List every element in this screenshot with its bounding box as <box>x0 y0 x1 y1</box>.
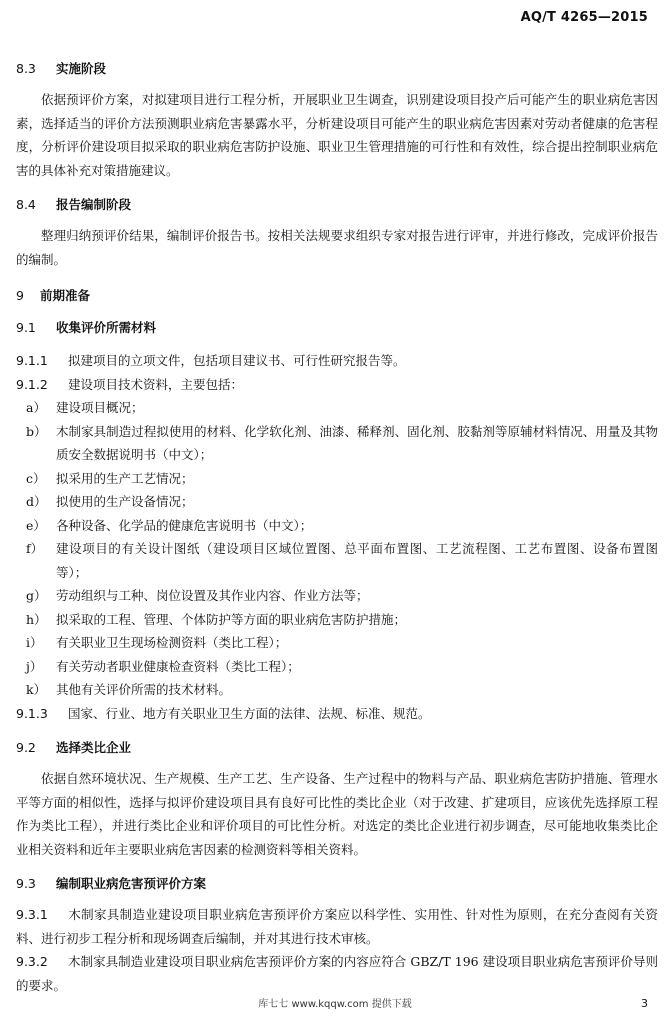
section-number: 9.1 <box>16 320 36 335</box>
section-8-4-heading <box>16 196 658 214</box>
list-text: 建设项目概况； <box>56 400 144 415</box>
list-text: 木制家具制造过程拟使用的材料、化学软化剂、油漆、稀释剂、固化剂、胶黏剂等原辅材料情况、用量及其物质安全数据说明书（中文）； <box>56 423 658 462</box>
section-9-3-heading <box>16 875 658 893</box>
list-label: h） <box>26 611 47 627</box>
list-item <box>16 631 658 655</box>
section-title: 收集评价所需材料 <box>56 320 157 335</box>
section-8-4-paragraph: 整理归纳预评价结果，编制评价报告书。按相关法规要求组织专家对报告进行评审，并进行修改，完成评价报告的编制。 <box>16 228 658 267</box>
list-item <box>16 490 658 514</box>
clause-9-3-1 <box>16 903 658 950</box>
clause-number: 9.3.2 <box>16 954 48 969</box>
clause-text: 建设项目技术资料，主要包括： <box>68 376 244 392</box>
list-label: j） <box>26 658 43 674</box>
standard-code: AQ/T 4265—2015 <box>520 10 648 25</box>
clause-text: 拟建项目的立项文件，包括项目建议书、可行性研究报告等。 <box>68 353 406 368</box>
list-label: c） <box>26 470 46 486</box>
section-number: 8.3 <box>16 61 36 76</box>
list-item <box>16 420 658 467</box>
clause-number: 9.1.2 <box>16 376 48 392</box>
clause-9-1-2 <box>16 373 658 397</box>
clause-text: 国家、行业、地方有关职业卫生方面的法律、法规、标准、规范。 <box>68 705 431 721</box>
list-label: f） <box>26 541 44 556</box>
chapter-title: 前期准备 <box>40 288 91 303</box>
list-label: g） <box>26 588 47 603</box>
list-text: 其他有关评价所需的技术材料。 <box>56 682 232 697</box>
list-item <box>16 514 658 538</box>
section-number: 8.4 <box>16 197 36 212</box>
materials-list <box>16 396 658 702</box>
list-item <box>16 655 658 679</box>
section-number: 9.2 <box>16 740 36 755</box>
section-number: 9.3 <box>16 876 36 891</box>
section-title: 实施阶段 <box>56 61 107 76</box>
clause-9-1-1 <box>16 349 658 373</box>
clause-number: 9.1.3 <box>16 705 48 721</box>
list-text: 拟采取的工程、管理、个体防护等方面的职业病危害防护措施； <box>56 611 407 627</box>
section-9-1-heading <box>16 319 658 337</box>
chapter-9-heading <box>16 287 658 305</box>
list-label: a） <box>26 400 46 415</box>
clause-text: 木制家具制造业建设项目职业病危害预评价方案应以科学性、实用性、针对性为原则，在充分查阅有关资料、进行初步工程分析和现场调查后编制，并对其进行技术审核。 <box>16 907 658 946</box>
list-item <box>16 608 658 632</box>
section-title: 编制职业病危害预评价方案 <box>56 876 207 891</box>
clause-9-3-2 <box>16 950 658 997</box>
section-9-2-paragraph: 依据自然环境状况、生产规模、生产工艺、生产设备、生产过程中的物料与产品、职业病危害防护措施、管理水平等方面的相似性，选择与拟评价建设项目具有良好可比性的类比企业（对于改建、扩建项目，应该优先选择原工程作为类比工程），并进行类比企业和评价项目的可比性分析。对选定的类比企业进行初步调查，尽可能地收集类比企业相关资料和近年主要职业病危害因素的检测资料等相关资料。 <box>16 771 658 857</box>
section-title: 报告编制阶段 <box>56 197 132 212</box>
list-item <box>16 678 658 702</box>
section-8-3-paragraph: 依据预评价方案，对拟建项目进行工程分析，开展职业卫生调查，识别建设项目投产后可能产生的职业病危害因素，选择适当的评价方法预测职业病危害暴露水平，分析建设项目可能产生的职业病危害因素对劳动者健康的危害程度，分析评价建设项目拟采取的职业病危害防护设施、职业卫生管理措施的可行性和有效性，综合提出控制职业病危害的具体补充对策措施建议。 <box>16 92 658 178</box>
list-text: 拟使用的生产设备情况； <box>56 494 194 509</box>
list-item <box>16 537 658 584</box>
list-label: k） <box>26 682 47 697</box>
list-item <box>16 396 658 420</box>
list-text: 建设项目的有关设计图纸（建设项目区域位置图、总平面布置图、工艺流程图、工艺布置图、设备布置图等）； <box>56 541 658 580</box>
list-label: e） <box>26 517 46 533</box>
clause-number: 9.3.1 <box>16 907 48 922</box>
list-label: b） <box>26 423 47 439</box>
clause-number: 9.1.1 <box>16 353 48 368</box>
list-item <box>16 467 658 491</box>
section-title: 选择类比企业 <box>56 740 132 755</box>
clause-9-1-3 <box>16 702 658 726</box>
list-item <box>16 584 658 608</box>
chapter-number: 9 <box>16 288 24 303</box>
list-label: d） <box>26 494 47 509</box>
list-text: 有关职业卫生现场检测资料（类比工程）； <box>56 635 288 650</box>
list-text: 有关劳动者职业健康检查资料（类比工程）； <box>56 658 300 674</box>
document-body <box>16 60 658 997</box>
section-8-3-heading <box>16 60 658 78</box>
page-number: 3 <box>641 997 648 1010</box>
list-text: 拟采用的生产工艺情况； <box>56 470 194 486</box>
list-text: 劳动组织与工种、岗位设置及其作业内容、作业方法等； <box>56 588 369 603</box>
list-label: i） <box>26 635 43 650</box>
list-text: 各种设备、化学品的健康危害说明书（中文）； <box>56 517 313 533</box>
section-9-2-heading <box>16 739 658 757</box>
download-watermark: 库七七 www.kqqw.com 提供下载 <box>258 999 412 1010</box>
clause-text: 木制家具制造业建设项目职业病危害预评价方案的内容应符合 GBZ/T 196 建设项目职业病危害预评价导则的要求。 <box>16 954 658 993</box>
